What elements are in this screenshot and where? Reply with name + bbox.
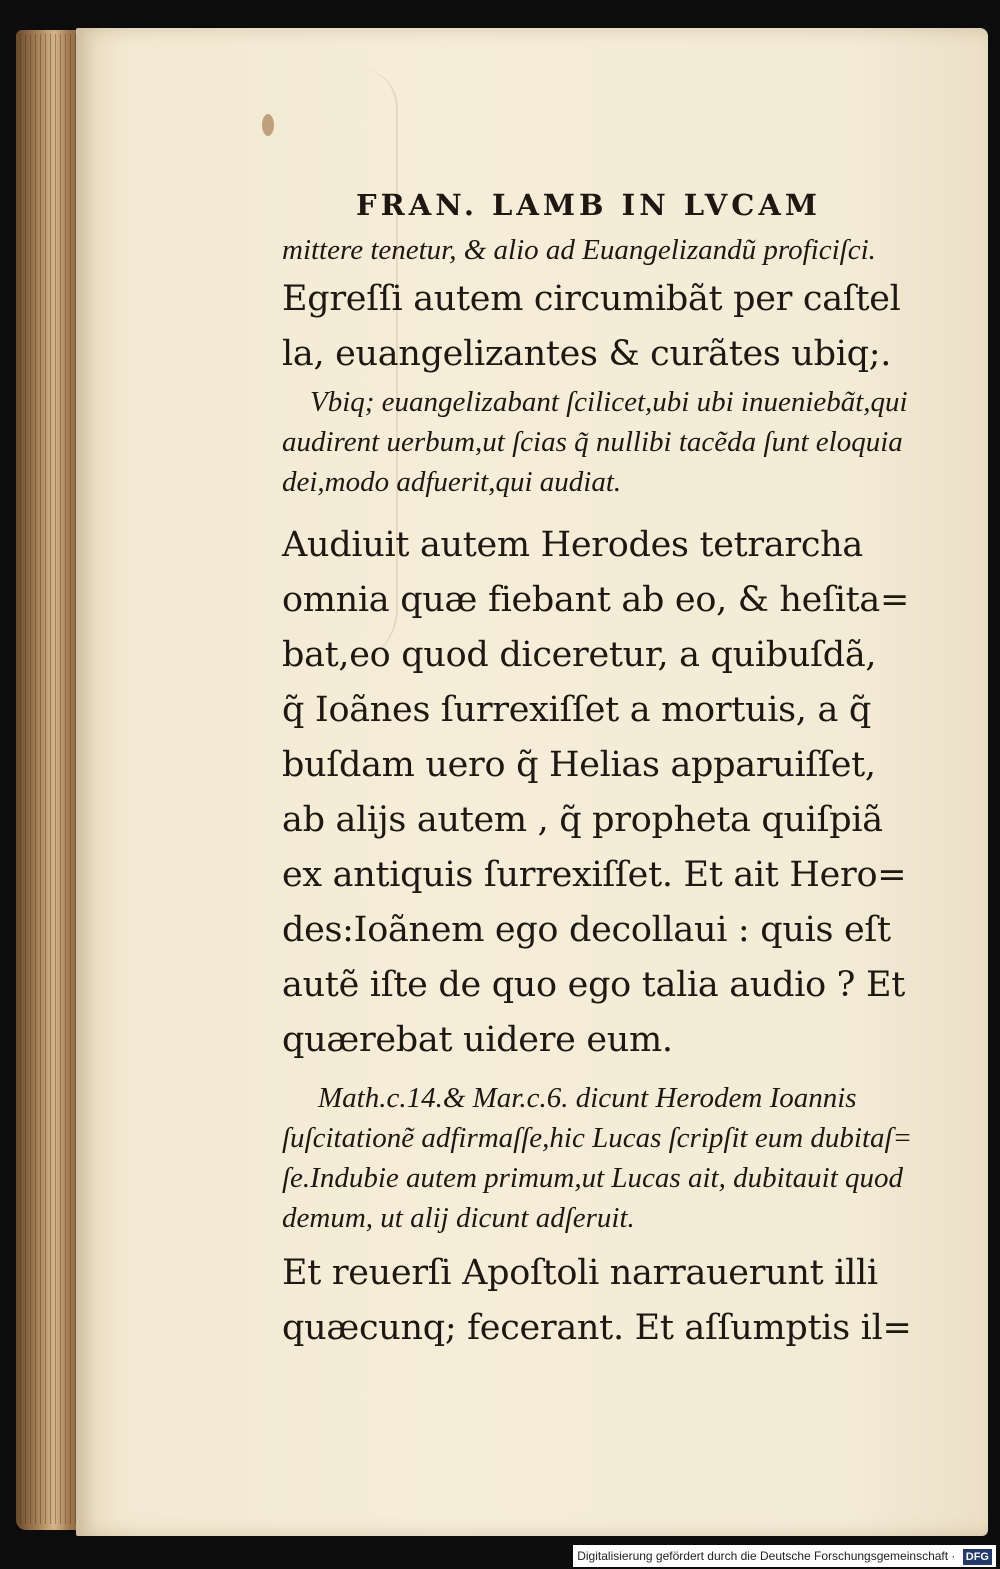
text-line: ab alijs autem , q̃ propheta quiſpiã	[282, 800, 883, 840]
ink-spot	[262, 114, 274, 136]
gloss-line: Math.c.14.& Mar.c.6. dicunt Herodem Ioannis	[318, 1082, 857, 1114]
page-edge-lines	[20, 34, 78, 1524]
gloss-line: ſuſcitationẽ adfirmaſſe,hic Lucas ſcripſit eum dubitaſ=	[282, 1122, 913, 1154]
text-line: des:Ioãnem ego decollaui : quis eſt	[282, 910, 891, 950]
gloss-line: demum, ut alij dicunt adſeruit.	[282, 1202, 635, 1234]
text-line: Et reuerſi Apoſtoli narrauerunt illi	[282, 1253, 878, 1293]
text-line: Audiuit autem Herodes tetrarcha	[282, 525, 863, 565]
text-line: Egreſſi autem circumibãt per caſtel	[282, 279, 901, 319]
gloss-line: mittere tenetur, & alio ad Euangelizandũ proficiſci.	[282, 234, 876, 266]
text-line: bat,eo quod diceretur, a quibuſdã,	[282, 635, 877, 675]
text-line: q̃ Ioãnes ſurrexiſſet a mortuis, a q̃	[282, 690, 871, 730]
digitization-credit	[573, 1545, 996, 1567]
gloss-line: Vbiq; euangelizabant ſcilicet,ubi ubi inueniebãt,qui	[310, 386, 908, 418]
text-line: quæcunq; fecerant. Et aſſumptis il=	[282, 1308, 912, 1348]
gloss-line: ſe.Indubie autem primum,ut Lucas ait, dubitauit quod	[282, 1162, 904, 1194]
page-text-block	[282, 180, 947, 1356]
text-line: buſdam uero q̃ Helias apparuiſſet,	[282, 745, 876, 785]
text-line: ex antiquis ſurrexiſſet. Et ait Hero=	[282, 855, 907, 895]
dfg-logo-icon: DFG	[963, 1549, 992, 1565]
text-line: autẽ iſte de quo ego talia audio ? Et	[282, 965, 905, 1005]
text-line: omnia quæ fiebant ab eo, & heſita=	[282, 580, 909, 620]
gloss-line: dei,modo adfuerit,qui audiat.	[282, 466, 622, 498]
text-line: la, euangelizantes & curãtes ubiq;.	[282, 334, 892, 374]
text-line: quærebat uidere eum.	[282, 1020, 673, 1060]
credit-text: Digitalisierung gefördert durch die Deutsche Forschungsgemeinschaft ·	[577, 1549, 956, 1563]
running-head: FRAN. LAMB IN LVCAM	[356, 188, 821, 222]
gloss-line: audirent uerbum,ut ſcias q̃ nullibi tacẽda ſunt eloquia	[282, 426, 903, 458]
